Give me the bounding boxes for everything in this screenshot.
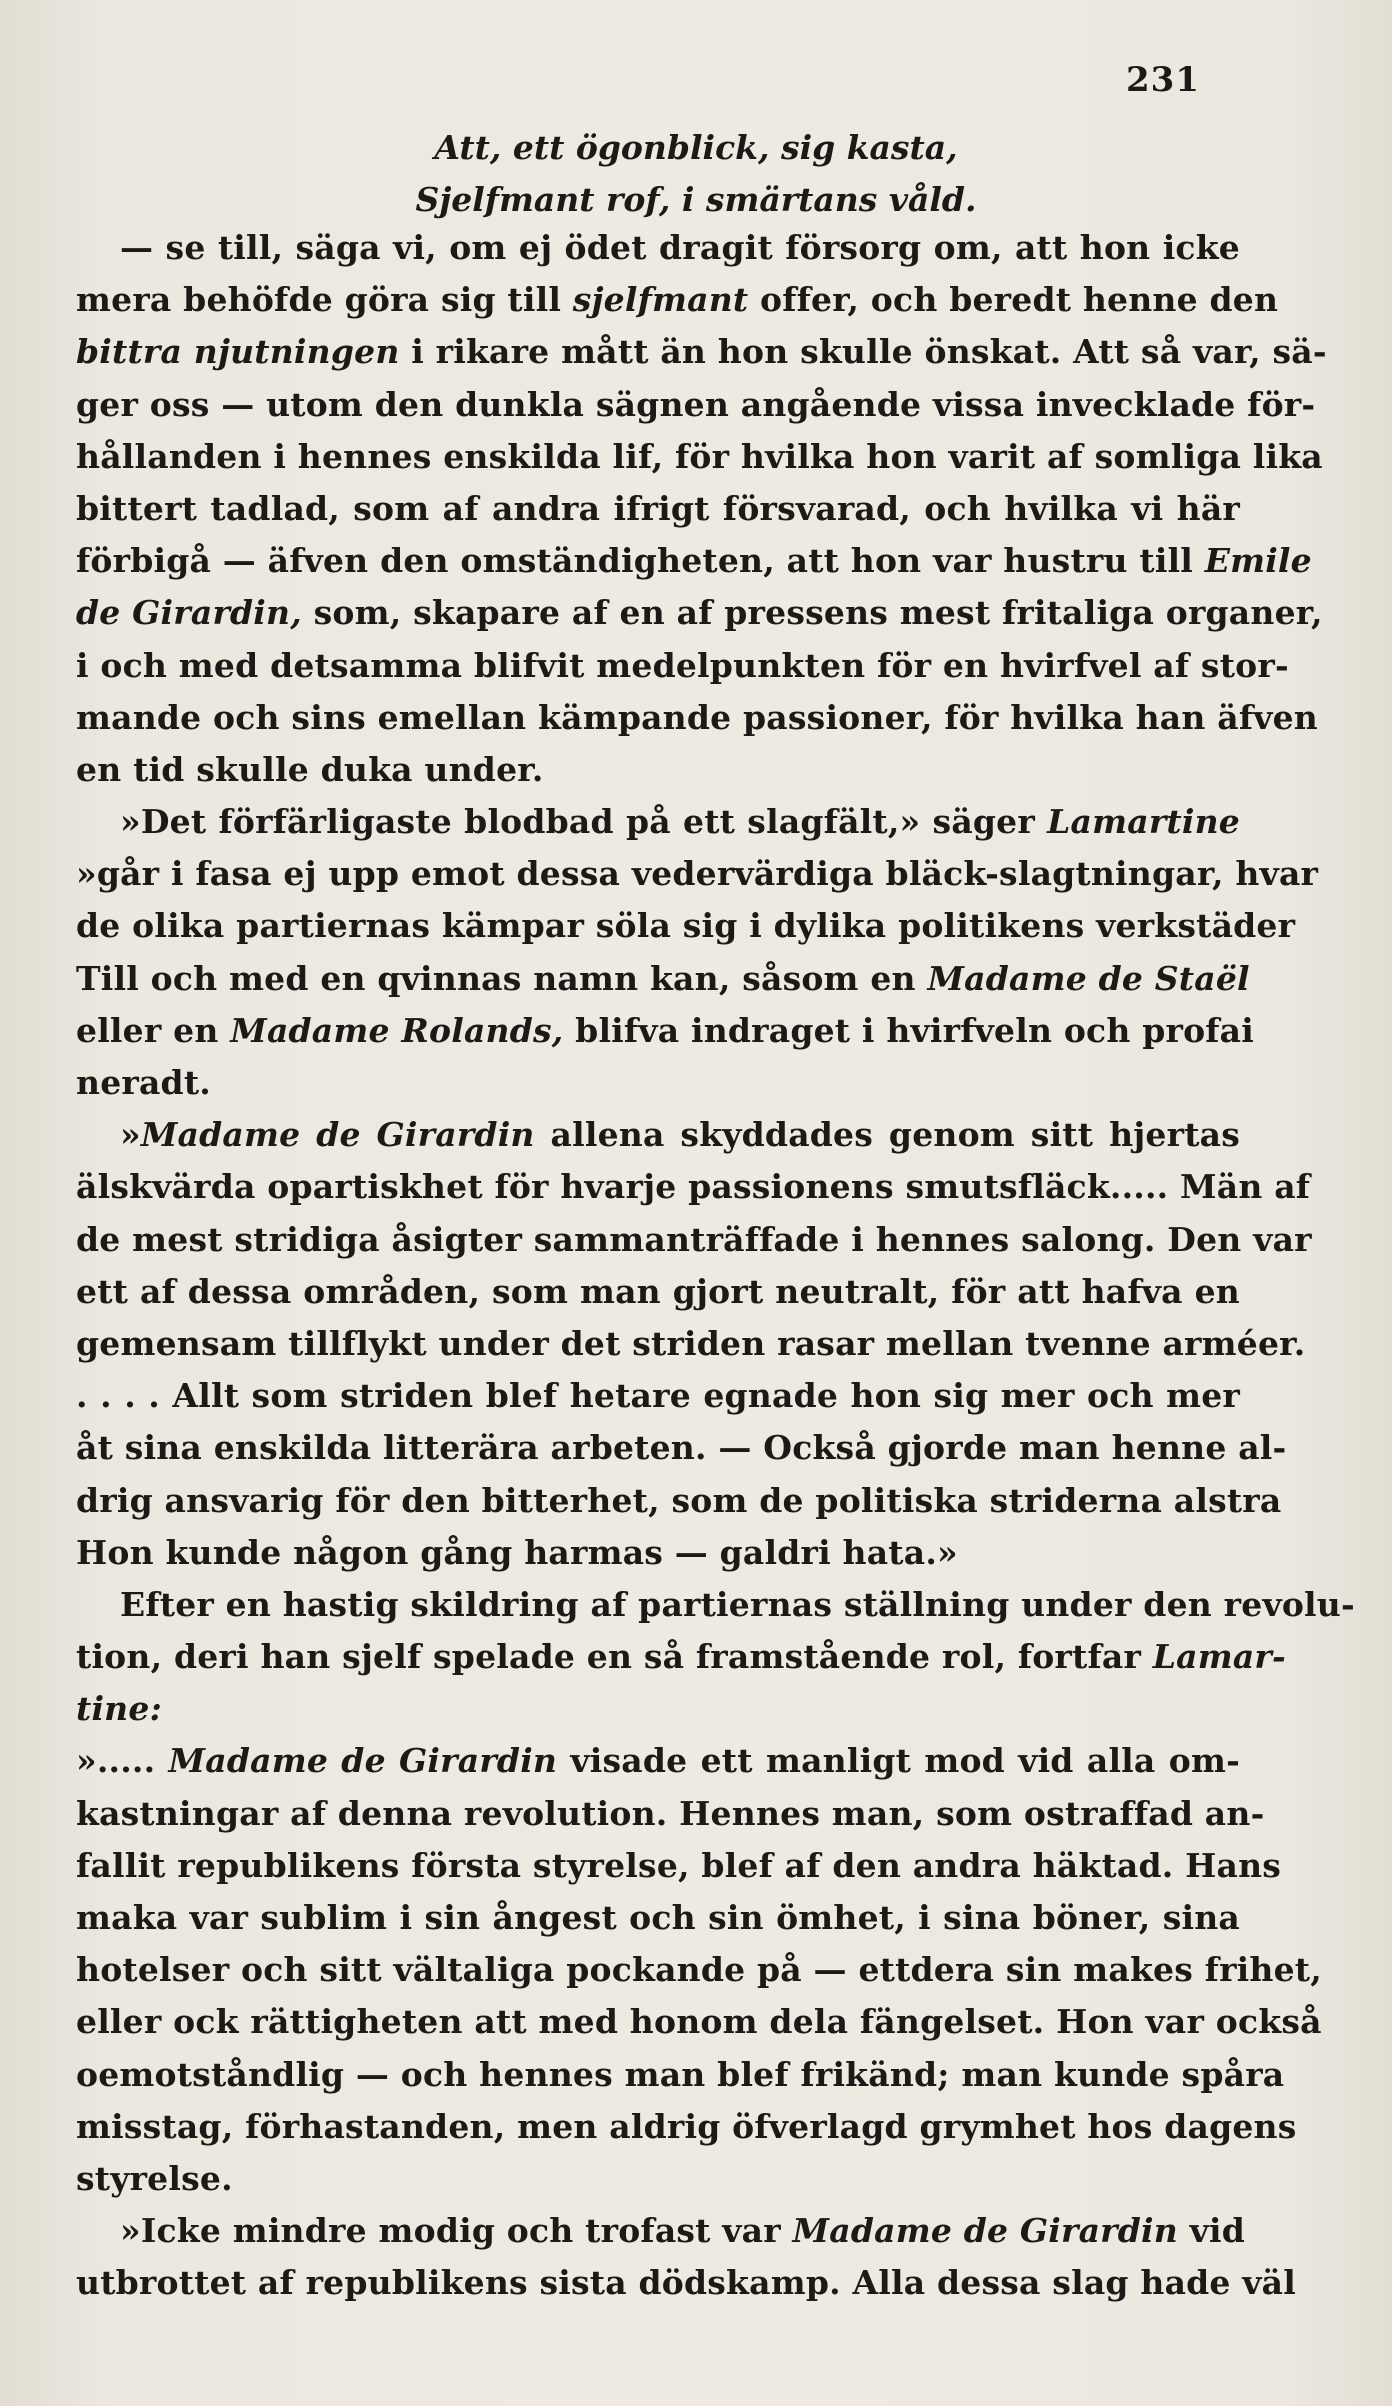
text-line: [76, 587, 1323, 639]
page-number: 231: [1126, 60, 1200, 100]
text-segment: »Icke mindre modig och trofast var: [120, 2211, 793, 2251]
text-segment: ger oss — utom den dunkla sägnen angående vissa invecklade för-: [76, 384, 1316, 424]
text-line: [76, 1214, 1312, 1266]
text-line: [76, 1631, 1286, 1683]
text-segment: ».....: [76, 1741, 169, 1781]
text-segment: bittert tadlad, som af andra ifrigt försvarad, och hvilka vi här: [76, 488, 1240, 528]
text-segment: mera behöfde göra sig till: [76, 280, 573, 320]
text-line: [76, 483, 1240, 535]
text-line: [76, 1735, 1240, 1787]
italic-text: de Girardin,: [76, 593, 302, 633]
italic-text: Madame de Girardin: [140, 1115, 535, 1155]
text-line: [76, 2101, 1297, 2153]
text-segment: i och med detsamma blifvit medelpunkten för en hvirfvel af stor-: [76, 645, 1289, 685]
text-segment: älskvärda opartiskhet för hvarje passionens smutsfläck..... Män af: [76, 1167, 1311, 1207]
epigraph-line-1: Att, ett ögonblick, sig kasta,: [434, 128, 958, 167]
text-line: [76, 796, 1240, 848]
text-line: [76, 1579, 1355, 1631]
italic-text: Lamartine: [1047, 802, 1240, 842]
text-segment: neradt.: [76, 1063, 211, 1102]
text-segment: eller en: [76, 1010, 231, 1050]
text-line: [76, 379, 1316, 431]
text-line: [76, 1057, 1240, 1109]
text-segment: kastningar af denna revolution. Hennes man, som ostraffad an-: [76, 1793, 1265, 1833]
text-line: [76, 535, 1312, 587]
text-line: [76, 1318, 1306, 1370]
text-segment: maka var sublim i sin ångest och sin ömhet, i sina böner, sina: [76, 1898, 1240, 1937]
italic-text: Madame de Girardin: [792, 2211, 1178, 2251]
text-segment: misstag, förhastanden, men aldrig öfverlagd grymhet hos dagens: [76, 2106, 1297, 2146]
text-segment: allena skyddades genom sitt hjertas: [534, 1115, 1240, 1155]
text-segment: drig ansvarig för den bitterhet, som de politiska striderna alstra: [76, 1480, 1282, 1520]
italic-text: sjelfmant: [572, 280, 749, 320]
text-line: [76, 1475, 1282, 1527]
text-segment: Efter en hastig skildring af partiernas ställning under den revolu-: [120, 1584, 1355, 1624]
text-segment: förbigå — äfven den omständigheten, att hon var hustru till: [76, 541, 1205, 581]
text-line: [76, 640, 1289, 692]
text-segment: eller ock rättigheten att med honom dela fängelset. Hon var också: [76, 2002, 1322, 2042]
text-line: [76, 1840, 1282, 1892]
text-segment: »: [120, 1115, 141, 1155]
text-line: [76, 1370, 1240, 1422]
text-line: [76, 744, 1240, 796]
italic-text: Madame de Girardin: [168, 1741, 558, 1781]
italic-text: tine:: [76, 1689, 162, 1729]
text-segment: blifva indraget i hvirfveln och profai: [563, 1010, 1255, 1050]
text-line: [76, 1161, 1311, 1213]
text-segment: gemensam tillflykt under det striden rasar mellan tvenne arméer.: [76, 1323, 1306, 1363]
text-segment: som, skapare af en af pressens mest fritaliga organer,: [301, 593, 1323, 633]
body-text: [76, 222, 1355, 2310]
italic-text: bittra njutningen: [76, 332, 400, 372]
text-line: [76, 953, 1250, 1005]
text-line: [76, 274, 1279, 326]
text-segment: hotelser och sitt vältaliga pockande på — ettdera sin makes frihet,: [76, 1950, 1322, 1990]
text-line: [76, 2257, 1296, 2309]
text-line: [76, 1683, 1240, 1735]
text-segment: fallit republikens första styrelse, blef af den andra häktad. Hans: [76, 1845, 1282, 1885]
text-segment: . . . . Allt som striden blef hetare egnade hon sig mer och mer: [76, 1376, 1240, 1416]
text-line: [76, 692, 1318, 744]
text-line: [76, 1005, 1255, 1057]
text-line: [76, 431, 1323, 483]
text-line: [76, 1788, 1265, 1840]
text-segment: åt sina enskilda litterära arbeten. — Också gjorde man henne al-: [76, 1428, 1287, 1468]
text-line: [76, 2049, 1285, 2101]
text-line: [76, 1996, 1322, 2048]
text-segment: — se till, säga vi, om ej ödet dragit försorg om, att hon icke: [120, 228, 1240, 267]
text-segment: visade ett manligt mod vid alla om-: [557, 1741, 1240, 1781]
text-segment: ett af dessa områden, som man gjort neutralt, för att hafva en: [76, 1271, 1240, 1311]
text-segment: oemotståndlig — och hennes man blef frikänd; man kunde spåra: [76, 2054, 1285, 2094]
text-line: [76, 1422, 1287, 1474]
text-segment: mande och sins emellan kämpande passioner, för hvilka han äfven: [76, 697, 1318, 737]
text-line: [76, 1944, 1322, 1996]
text-line: [76, 1266, 1240, 1318]
text-line: [76, 2205, 1246, 2257]
text-segment: i rikare mått än hon skulle önskat. Att så var, sä-: [399, 332, 1327, 372]
text-line: [76, 326, 1327, 378]
text-segment: Hon kunde någon gång harmas — galdri hata.»: [76, 1532, 958, 1572]
text-segment: tion, deri han sjelf spelade en så framstående rol, fortfar: [76, 1637, 1153, 1677]
text-line: [76, 1109, 1240, 1161]
epigraph-line-2: Sjelfmant rof, i smärtans våld.: [415, 180, 977, 219]
text-segment: de olika partiernas kämpar söla sig i dylika politikens verkstäder: [76, 906, 1296, 946]
text-segment: »går i fasa ej upp emot dessa vedervärdiga bläck-slagtningar, hvar: [76, 854, 1319, 894]
text-segment: hållanden i hennes enskilda lif, för hvilka hon varit af somliga lika: [76, 436, 1323, 476]
text-line: [76, 900, 1296, 952]
text-segment: offer, och beredt henne den: [748, 280, 1279, 320]
italic-text: Emile: [1204, 541, 1312, 581]
text-segment: Till och med en qvinnas namn kan, såsom en: [76, 958, 928, 998]
text-segment: styrelse.: [76, 2158, 233, 2198]
text-line: [76, 222, 1240, 274]
text-segment: vid: [1177, 2211, 1246, 2251]
text-segment: en tid skulle duka under.: [76, 749, 544, 789]
text-segment: »Det förfärligaste blodbad på ett slagfält,» säger: [120, 802, 1048, 842]
text-line: [76, 2153, 1240, 2205]
text-segment: utbrottet af republikens sista dödskamp. Alla dessa slag hade väl: [76, 2263, 1296, 2303]
text-segment: de mest stridiga åsigter sammanträffade i hennes salong. Den var: [76, 1219, 1312, 1259]
italic-text: Madame Rolands,: [230, 1010, 564, 1050]
text-line: [76, 848, 1319, 900]
italic-text: Madame de Staël: [927, 958, 1250, 998]
text-line: [76, 1892, 1240, 1944]
italic-text: Lamar-: [1152, 1637, 1286, 1677]
text-line: [76, 1527, 1240, 1579]
